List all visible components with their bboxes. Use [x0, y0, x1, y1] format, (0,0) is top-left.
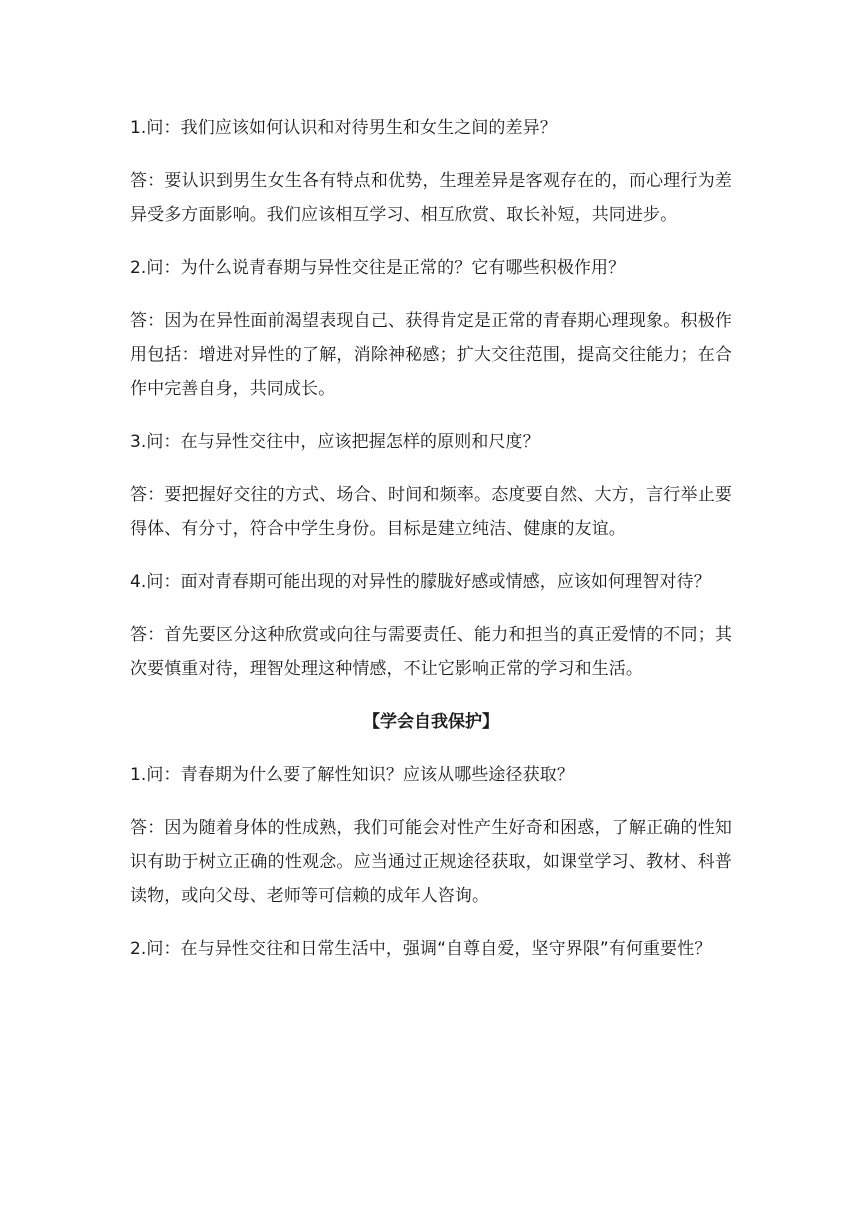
protection-question-1: 1.问：青春期为什么要了解性知识？应该从哪些途径获取？ — [130, 765, 574, 785]
answer-4: 答：首先要区分这种欣赏或向往与需要责任、能力和担当的真正爱情的不同；其次要慎重对待，理智处理这种情感，不让它影响正常的学习和生活。 — [130, 625, 732, 679]
protection-question-2: 2.问：在与异性交往和日常生活中，强调“自尊自爱，坚守界限”有何重要性？ — [130, 939, 712, 959]
answer-3: 答：要把握好交往的方式、场合、时间和频率。态度要自然、大方，言行举止要得体、有分寸，符合中学生身份。目标是建立纯洁、健康的友谊。 — [130, 485, 732, 539]
answer-1: 答：要认识到男生女生各有特点和优势，生理差异是客观存在的，而心理行为差异受多方面影响。我们应该相互学习、相互欣赏、取长补短，共同进步。 — [130, 171, 732, 225]
question-2: 2.问：为什么说青春期与异性交往是正常的？它有哪些积极作用？ — [130, 258, 626, 278]
question-3: 3.问：在与异性交往中，应该把握怎样的原则和尺度？ — [130, 432, 540, 452]
protection-answer-1: 答：因为随着身体的性成熟，我们可能会对性产生好奇和困惑，了解正确的性知识有助于树立正确的性观念。应当通过正规途径获取，如课堂学习、教材、科普读物，或向父母、老师等可信赖的成年人咨询。 — [130, 818, 732, 906]
answer-2: 答：因为在异性面前渴望表现自己、获得肯定是正常的青春期心理现象。积极作用包括：增进对异性的了解，消除神秘感；扩大交往范围，提高交往能力；在合作中完善自身，共同成长。 — [130, 311, 732, 399]
question-1: 1.问：我们应该如何认识和对待男生和女生之间的差异？ — [130, 118, 557, 138]
document-page — [130, 111, 732, 985]
section-heading: 【学会自我保护】 — [363, 712, 499, 732]
question-4: 4.问：面对青春期可能出现的对异性的朦胧好感或情感，应该如何理智对待？ — [130, 572, 711, 592]
